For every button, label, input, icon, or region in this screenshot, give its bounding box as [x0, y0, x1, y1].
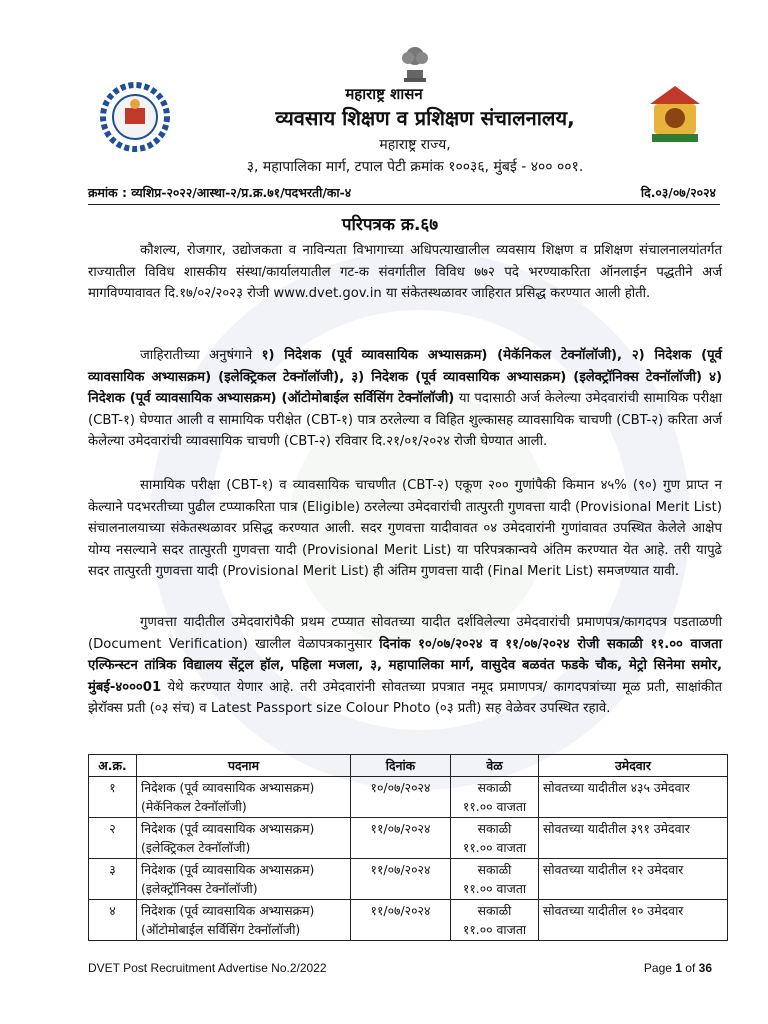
directorate-name: व्यवसाय शिक्षण व प्रशिक्षण संचालनालय, — [275, 106, 575, 130]
cell-sr: ४ — [89, 900, 137, 941]
table-row — [89, 818, 728, 859]
footer-page-number — [644, 961, 712, 975]
header-divider — [88, 204, 720, 205]
cell-candidates: सोवतच्या यादीतील १० उमेदवार — [539, 900, 728, 941]
cell-date: १०/०७/२०२४ — [351, 777, 451, 818]
page-total: 36 — [698, 961, 712, 975]
table-row — [89, 777, 728, 818]
paragraph-3: सामायिक परीक्षा (CBT-१) व व्यावसायिक चाचणीत (CBT-२) एकूण २०० गुणांपैकी किमान ४५% (९०) गुण प्राप्त न केल्याने पदभरतीच्या पुढील टप्प्याकरिता पात्र (Eligible) ठरलेल्या उमेदवारांची तात्पुरती गुणवत्ता यादी (Provisional Merit List) संचालनालयाच्या संकेतस्थळावर प्रसिद्ध करण्यात आली. सदर गुणवत्ता यादीवावत ०४ उमेदवारांनी गुणांवावत उपस्थित केलेले आक्षेप योग्य नसल्याने सदर तात्पुरती गुणवत्ता यादी (Provisional Merit List) या परिपत्रकान्वये अंतिम करण्यात येत आहे. तरी यापुढे सदर तात्पुरती गुणवत्ता यादी (Provisional Merit List) ही अंतिम गुणवत्ता यादी (Final Merit List) समजण्यात यावी. — [88, 478, 722, 579]
cell-post-line2: (ऑटोमोबाईल सर्विसिंग टेक्नॉलॉजी) — [141, 922, 301, 937]
cell-time-line2: ११.०० वाजता — [462, 881, 527, 896]
cell-post-line2: (मेकॅनिकल टेक्नॉलॉजी) — [141, 799, 247, 814]
paragraph-4-venue: दिनांक १०/०७/२०२४ व ११/०७/२०२४ रोजी सकाळी ११.०० वाजता एल्फिन्स्टन तांत्रिक विद्यालय सेंट्रल हॉल, पहिला मजला, ३, महापालिका मार्ग, वासुदेव बळवंत फडके चौक, मेट्रो सिनेमा समोर, मुंबई-४०००01 — [88, 636, 722, 695]
cell-candidates: सोवतच्या यादीतील १२ उमेदवार — [539, 859, 728, 900]
page-label: Page — [643, 961, 676, 975]
reference-number: क्रमांक : व्यशिप्र-२०२२/आस्था-२/प्र.क्र.७१/पदभरती/का-४ — [88, 185, 352, 200]
cell-time-line1: सकाळी — [477, 780, 512, 795]
table-row — [89, 900, 728, 941]
cell-time-line2: ११.०० वाजता — [462, 922, 527, 937]
cell-time — [451, 900, 539, 941]
cell-date: ११/०७/२०२४ — [351, 818, 451, 859]
cell-post-line1: निदेशक (पूर्व व्यावसायिक अभ्यासक्रम) — [141, 862, 315, 877]
cell-post-line2: (इलेक्ट्रिकल टेक्नॉलॉजी) — [141, 840, 251, 855]
cell-sr: १ — [89, 777, 137, 818]
letter-date: दि.०३/०७/२०२४ — [640, 185, 716, 200]
paragraph-4-intro: गुणवत्ता यादीतील उमेदवारांपैकी प्रथम टप्प्यात सोवतच्या यादीत दर्शविलेल्या उमेदवारांची प्रमाणपत्र/कागदपत्र पडताळणी (Document Verification) खालील वेळापत्रकानुसार — [88, 615, 722, 652]
cell-post-line1: निदेशक (पूर्व व्यावसायिक अभ्यासक्रम) — [141, 903, 315, 918]
table-row — [89, 859, 728, 900]
paragraph-4-rest: येथे करण्यात येणार आहे. तरी उमेदवारांनी सोवतच्या प्रपत्रात नमूद प्रमाणपत्र/ कागदपत्रांच्या मूळ प्रती, साक्षांकीत झेरॉक्स प्रती (०३ संच) व Latest Passport size Colour Photo (०३ प्रती) सह वेळेवर उपस्थित रहावे. — [88, 679, 722, 716]
cell-post-line2: (इलेक्ट्रॉनिक्स टेक्नॉलॉजी) — [141, 881, 258, 896]
paragraph-1: कौशल्य, रोजगार, उद्योजकता व नाविन्यता विभागाच्या अधिपत्याखालील व्यवसाय शिक्षण व प्रशिक्षण संचालनालयांतर्गत राज्यातील विविध शासकीय संस्था/कार्यालयातील गट-क संवर्गातील विविध ७७२ पदे भरण्याकरिता ऑनलाईन पद्धतीने अर्ज मागविण्यावावत दि.१७/०२/२०२३ रोजी www.dvet.gov.in या संकेतस्थळावर जाहिरात प्रसिद्ध करण्यात आली होती. — [88, 243, 722, 301]
cell-time-line1: सकाळी — [477, 903, 512, 918]
cell-time — [451, 777, 539, 818]
cell-date: ११/०७/२०२४ — [351, 900, 451, 941]
col-header-date: दिनांक — [351, 755, 451, 777]
cell-post — [137, 900, 351, 941]
cell-post — [137, 777, 351, 818]
cell-candidates: सोवतच्या यादीतील ३९१ उमेदवार — [539, 818, 728, 859]
address: ३, महापालिका मार्ग, टपाल पेटी क्रमांक १००३६, मुंबई - ४०० ००१. — [246, 159, 584, 175]
paragraph-2-posts: १) निदेशक (पूर्व व्यावसायिक अभ्यासक्रम) (मेकॅनिकल टेक्नॉलॉजी), २) निदेशक (पूर्व व्यावसायिक अभ्यासक्रम) (इलेक्ट्रिकल टेक्नॉलॉजी), ३) निदेशक (पूर्व व्यावसायिक अभ्यासक्रम) (इलेक्ट्रॉनिक्स टेक्नॉलॉजी) ४) निदेशक (पूर्व व्यावसायिक अभ्यासक्रम) (ऑटोमोबाईल सर्विसिंग टेक्नॉलॉजी) — [88, 348, 722, 406]
cell-post-line1: निदेशक (पूर्व व्यावसायिक अभ्यासक्रम) — [141, 821, 315, 836]
cell-post-line1: निदेशक (पूर्व व्यावसायिक अभ्यासक्रम) — [141, 780, 315, 795]
state-emblem-icon — [398, 40, 432, 84]
schedule-table — [88, 754, 728, 941]
circular-title: परिपत्रक क्र.६७ — [341, 215, 439, 235]
col-header-candidates: उमेदवार — [539, 755, 728, 777]
footer-advertise-label: DVET Post Recruitment Advertise No.2/2022 — [88, 961, 327, 975]
table-header-row — [89, 755, 728, 777]
cell-time-line2: ११.०० वाजता — [462, 840, 527, 855]
paragraph-4 — [88, 612, 722, 720]
cell-time-line1: सकाळी — [477, 862, 512, 877]
state-name: महाराष्ट्र राज्य, — [379, 137, 451, 153]
cell-date: ११/०७/२०२४ — [351, 859, 451, 900]
page-of-label: of — [681, 961, 699, 975]
col-header-sr: अ.क्र. — [89, 755, 137, 777]
cell-time-line2: ११.०० वाजता — [462, 799, 527, 814]
cell-candidates: सोवतच्या यादीतील ४३५ उमेदवार — [539, 777, 728, 818]
page-current: 1 — [675, 961, 682, 975]
col-header-post: पदनाम — [137, 755, 351, 777]
cell-post — [137, 859, 351, 900]
paragraph-2-intro: जाहिरातीच्या अनुषंगाने — [140, 348, 262, 363]
cell-time — [451, 859, 539, 900]
paragraph-2-rest: या पदासाठी अर्ज केलेल्या उमेदवारांची सामायिक परीक्षा (CBT-१) घेण्यात आली व सामायिक परीक्षेत (CBT-१) पात्र ठरलेल्या व विहित शुल्कासह व्यावसायिक चाचणी (CBT-२) करिता अर्ज केलेल्या उमेदवारांची व्यावसायिक चाचणी (CBT-२) रविवार दि.२१/०१/२०२४ रोजी घेण्यात आली. — [88, 391, 722, 449]
cell-time — [451, 818, 539, 859]
cell-sr: ३ — [89, 859, 137, 900]
col-header-time: वेळ — [451, 755, 539, 777]
paragraph-2 — [88, 345, 722, 453]
cell-sr: २ — [89, 818, 137, 859]
cell-time-line1: सकाळी — [477, 821, 512, 836]
govt-name: महाराष्ट्र शासन — [345, 85, 423, 103]
cell-post — [137, 818, 351, 859]
